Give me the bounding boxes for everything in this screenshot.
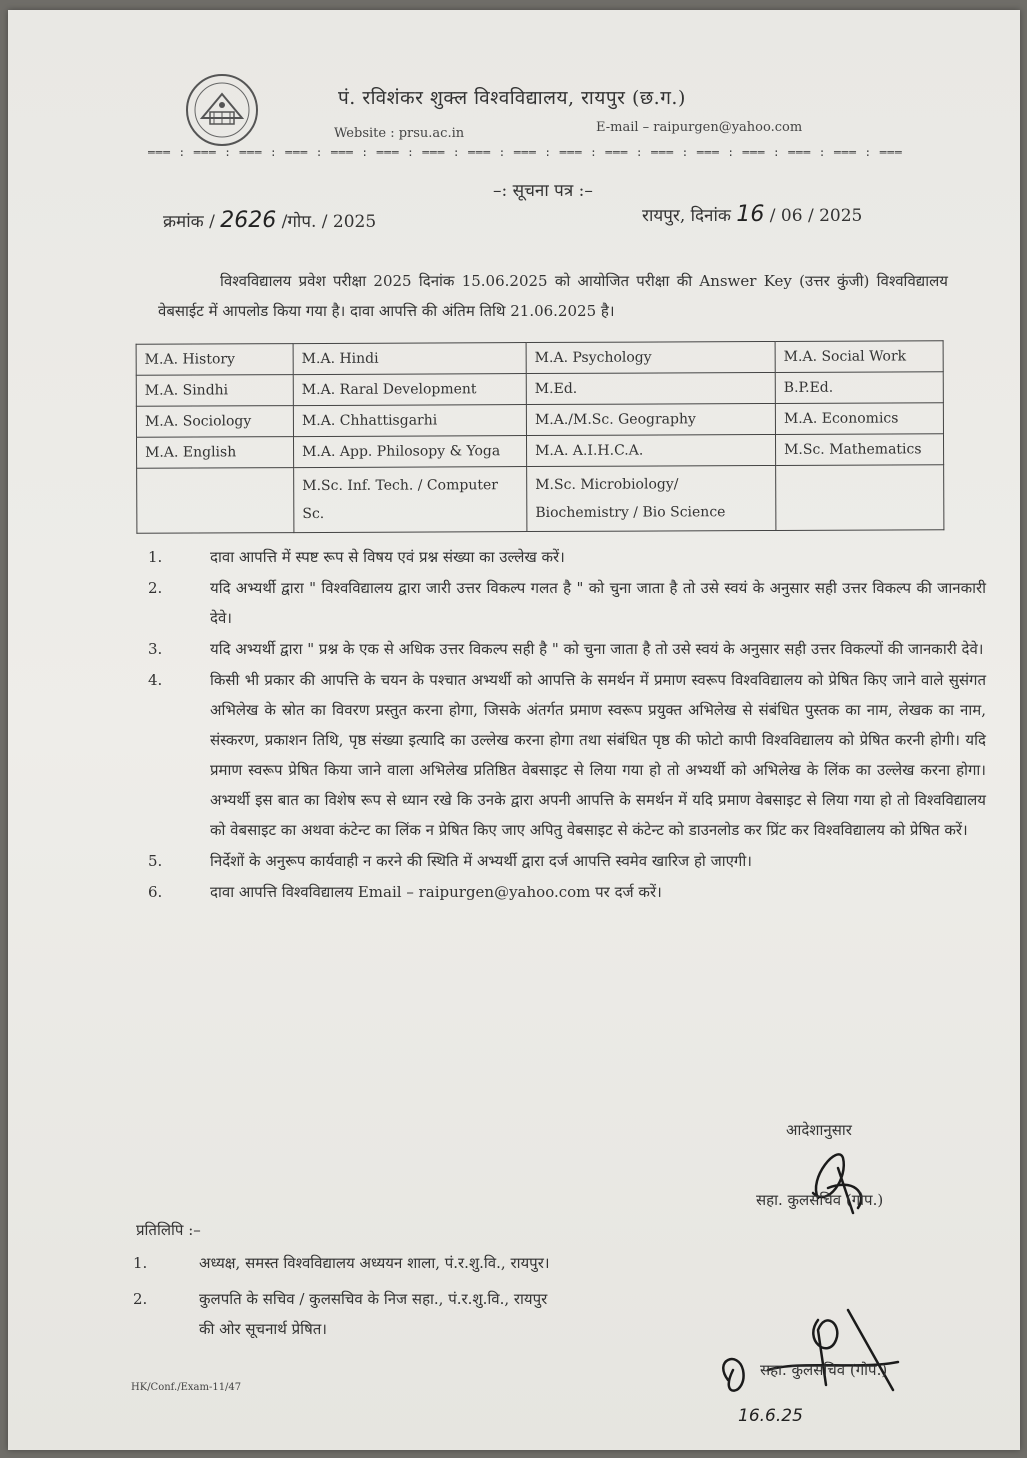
table-cell: M.A. Hindi	[293, 343, 526, 375]
university-seal-logo	[184, 72, 260, 148]
copy-item	[133, 1284, 753, 1344]
item-number: 1.	[148, 548, 163, 566]
file-code: HK/Conf./Exam-11/47	[131, 1382, 242, 1393]
list-item	[148, 846, 986, 876]
university-name: पं. रविशंकर शुक्ल विश्वविद्यालय, रायपुर (छ.ग.)	[338, 87, 686, 109]
item-number: 2.	[133, 1290, 148, 1308]
website-text: Website : prsu.ac.in	[334, 126, 465, 141]
email-text: E-mail – raipurgen@yahoo.com	[596, 120, 803, 135]
item-number: 2.	[148, 579, 163, 597]
notice-title: –: सूचना पत्र :–	[493, 181, 593, 201]
header-separator: ═══ : ═══ : ═══ : ═══ : ═══ : ═══ : ═══ : ═══ : ═══ : ═══ : ═══ : ═══ : ═══ : ═══ : ═══ : ═══ : ═══	[148, 146, 903, 158]
signature-date: 16.6.25	[738, 1406, 803, 1426]
courses-table	[136, 340, 945, 534]
item-text-continued: की ओर सूचनार्थ प्रेषित।	[199, 1320, 327, 1338]
table-cell: M.A. A.I.H.C.A.	[526, 434, 775, 466]
table-cell: M.A. App. Philosopy & Yoga	[293, 436, 526, 468]
table-cell: M.Sc. Mathematics	[775, 434, 943, 466]
list-item	[148, 573, 986, 633]
table-row	[136, 341, 943, 376]
table-cell: M.A. Economics	[775, 403, 943, 435]
table-row	[136, 434, 943, 469]
signatory-designation: सहा. कुलसचिव (गोप.)	[756, 1191, 884, 1209]
table-cell: M.A. Social Work	[775, 341, 943, 373]
copy-signatory-designation: सहा. कुलसचिव (गोप.)	[760, 1361, 888, 1379]
list-item	[148, 634, 986, 664]
table-row	[136, 403, 943, 438]
notice-document	[8, 10, 1020, 1450]
table-cell: M.A. Chhattisgarhi	[293, 405, 526, 437]
table-cell: M.A. Sindhi	[136, 375, 293, 407]
table-cell: M.Sc. Microbiology/ Biochemistry / Bio Science	[527, 465, 776, 531]
table-cell: M.A./M.Sc. Geography	[526, 403, 775, 435]
item-text: अध्यक्ष, समस्त विश्वविद्यालय अध्ययन शाला, पं.र.शु.वि., रायपुर।	[199, 1254, 550, 1272]
ref-prefix: क्रमांक /	[163, 212, 215, 232]
table-row	[137, 465, 944, 534]
item-text: निर्देशों के अनुरूप कार्यवाही न करने की स्थिति में अभ्यर्थी द्वारा दर्ज आपत्ति स्वमेव खारिज हो जाएगी।	[210, 852, 752, 870]
date-prefix: रायपुर, दिनांक	[642, 206, 731, 226]
table-cell: B.P.Ed.	[775, 372, 943, 404]
table-cell: M.A. Psychology	[526, 341, 775, 373]
table-cell: M.A. Raral Development	[293, 374, 526, 406]
instruction-list	[148, 542, 986, 908]
reference-number	[163, 208, 376, 233]
ref-suffix: /गोप. / 2025	[281, 212, 377, 232]
item-text: दावा आपत्ति में स्पष्ट रूप से विषय एवं प्रश्न संख्या का उल्लेख करें।	[210, 548, 565, 566]
item-text: दावा आपत्ति विश्वविद्यालय Email – raipurgen@yahoo.com पर दर्ज करें।	[210, 883, 662, 901]
table-cell	[137, 468, 294, 534]
table-cell	[776, 465, 944, 531]
table-cell: M.Ed.	[526, 372, 775, 404]
list-item	[148, 542, 986, 572]
item-number: 6.	[148, 883, 163, 901]
list-item	[148, 665, 986, 845]
copy-item	[133, 1248, 753, 1278]
copy-heading: प्रतिलिपि :–	[136, 1221, 201, 1239]
item-text: यदि अभ्यर्थी द्वारा " विश्वविद्यालय द्वारा जारी उत्तर विकल्प गलत है " को चुना जाता है तो उसे स्वयं के अनुसार सही उत्तर विकल्प की जानकारी देवे।	[210, 579, 986, 627]
intro-paragraph: विश्वविद्यालय प्रवेश परीक्षा 2025 दिनांक 15.06.2025 को आयोजित परीक्षा की Answer Key (उत्तर कुंजी) विश्वविद्यालय वेबसाईट में आपलोड किया गया है। दावा आपत्ति की अंतिम तिथि 21.06.2025 है।	[158, 272, 948, 320]
item-number: 5.	[148, 852, 163, 870]
date-day: 16	[736, 202, 765, 227]
item-number: 4.	[148, 671, 163, 689]
item-text: किसी भी प्रकार की आपत्ति के चयन के पश्चात अभ्यर्थी को आपत्ति के समर्थन में प्रमाण स्वरूप विश्वविद्यालय को प्रेषित किए जाने वाले सुसंगत अभिलेख के स्रोत का विवरण प्रस्तुत करना होगा, जिसके अंतर्गत प्रमाण स्वरूप प्रयुक्त अभिलेख से संबंधित पुस्तक का नाम, लेखक का नाम, संस्करण, प्रकाशन तिथि, पृष्ठ संख्या इत्यादि का उल्लेख करना होगा तथा संबंधित पृष्ठ की फोटो कापी विश्वविद्यालय को प्रेषित करनी होगी। यदि प्रमाण स्वरूप प्रेषित किया जाने वाला अभिलेख प्रतिष्ठित वेबसाइट से लिया गया हो तो अभ्यर्थी को अभिलेख के लिंक का उल्लेख करना होगा। अभ्यर्थी इस बात का विशेष रूप से ध्यान रखे कि उनके द्वारा अपनी आपत्ति के समर्थन में यदि प्रमाण वेबसाइट से लिया गया हो तो विश्वविद्यालय को वेबसाइट का अथवा कंटेन्ट का लिंक न प्रेषित किए जाए अपितु वेबसाइट से कंटेन्ट को डाउनलोड कर प्रिंट कर विश्वविद्यालय को प्रेषित करें।	[210, 671, 986, 839]
table-row	[136, 372, 943, 407]
notice-date	[642, 202, 862, 227]
table-cell: M.A. History	[136, 344, 293, 376]
ref-number: 2626	[220, 208, 277, 233]
list-item	[148, 877, 986, 907]
table-cell: M.Sc. Inf. Tech. / Computer Sc.	[294, 467, 527, 533]
item-text: कुलपति के सचिव / कुलसचिव के निज सहा., पं.र.शु.वि., रायपुर	[199, 1290, 548, 1308]
order-label: आदेशानुसार	[786, 1121, 852, 1139]
item-number: 1.	[133, 1254, 148, 1272]
item-text: यदि अभ्यर्थी द्वारा " प्रश्न के एक से अधिक उत्तर विकल्प सही है " को चुना जाता है तो उसे स्वयं के अनुसार सही उत्तर विकल्पों की जानकारी देवे।	[210, 640, 984, 658]
table-cell: M.A. Sociology	[136, 406, 293, 438]
table-cell: M.A. English	[136, 437, 293, 469]
item-number: 3.	[148, 640, 163, 658]
date-suffix: / 06 / 2025	[769, 206, 863, 226]
